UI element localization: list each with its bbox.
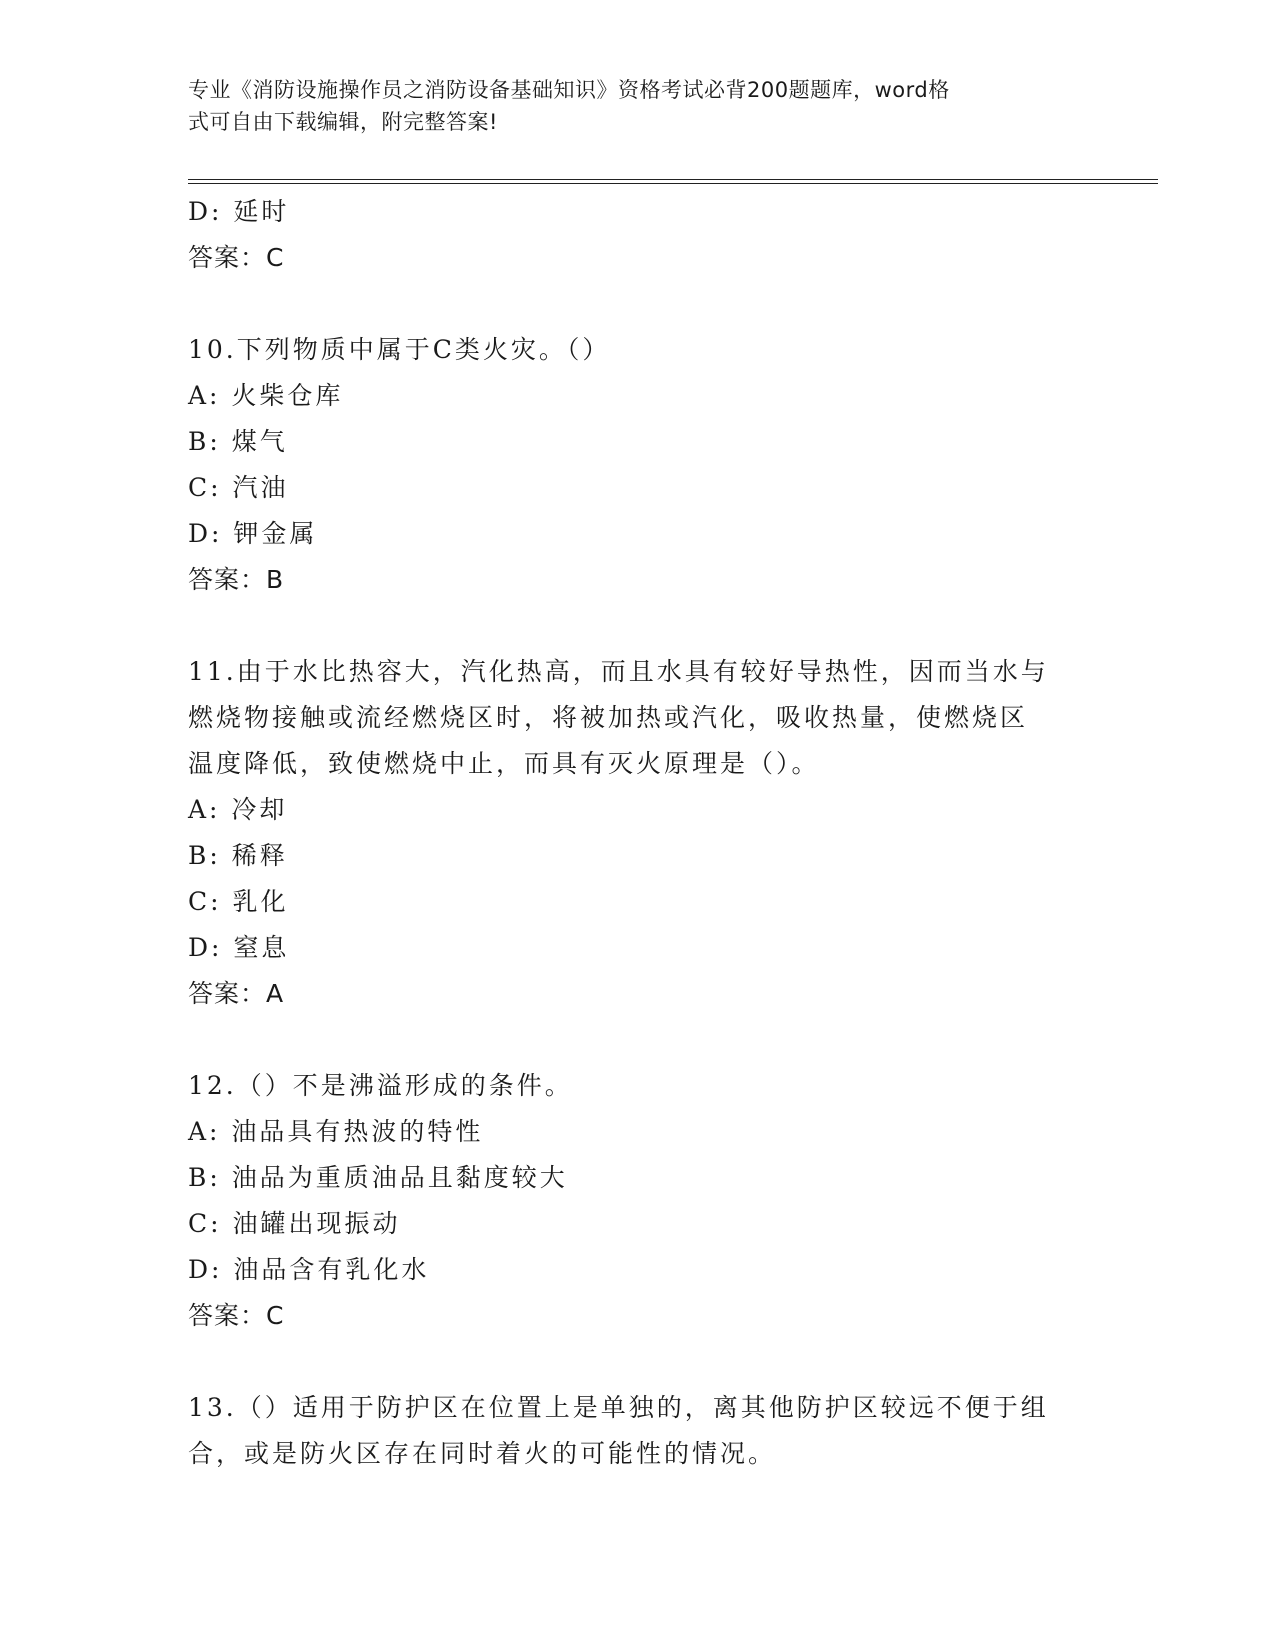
answer-line: 答案：C [188,243,285,272]
option-b: B: 煤气 [188,427,288,456]
spacer [188,1017,1088,1063]
question-12 [188,1063,1088,1339]
answer-line: 答案：A [188,979,285,1008]
question-stem-line-3: 温度降低，致使燃烧中止，而具有灭火原理是（）。 [188,749,820,778]
spacer [188,1339,1088,1385]
question-9-tail [188,189,1088,281]
question-stem-line-2: 燃烧物接触或流经燃烧区时，将被加热或汽化，吸收热量，使燃烧区 [188,703,1029,732]
question-stem-line-1: 11.由于水比热容大，汽化热高，而且水具有较好导热性，因而当水与 [188,657,1049,686]
option-c: C: 油罐出现振动 [188,1209,401,1238]
answer-line: 答案：C [188,1301,285,1330]
header-title-line-1: 专业《消防设施操作员之消防设备基础知识》资格考试必背200题题库，word格 [188,78,950,102]
option-a: A: 冷却 [188,795,288,824]
option-a: A: 油品具有热波的特性 [188,1117,484,1146]
document-header [188,74,1068,138]
question-stem-line-2: 合，或是防火区存在同时着火的可能性的情况。 [188,1439,777,1468]
question-stem: 10.下列物质中属于C类火灾。（） [188,335,611,364]
question-stem-line-1: 13.（）适用于防护区在位置上是单独的，离其他防护区较远不便于组 [188,1393,1049,1422]
option-c: C: 汽油 [188,473,289,502]
option-c: C: 乳化 [188,887,289,916]
header-title-line-2: 式可自由下载编辑，附完整答案! [188,110,498,134]
question-10 [188,327,1088,603]
header-divider-bottom [188,183,1158,184]
answer-line: 答案：B [188,565,285,594]
option-a: A: 火柴仓库 [188,381,344,410]
question-11 [188,649,1088,1017]
question-stem: 12.（）不是沸溢形成的条件。 [188,1071,573,1100]
option-d: D: 钾金属 [188,519,318,548]
option-b: B: 油品为重质油品且黏度较大 [188,1163,568,1192]
spacer [188,603,1088,649]
question-list [188,189,1088,1477]
option-d: D: 窒息 [188,933,290,962]
question-13 [188,1385,1088,1477]
option-d: D: 延时 [188,197,290,226]
spacer [188,281,1088,327]
option-b: B: 稀释 [188,841,288,870]
header-divider-top [188,179,1158,180]
option-d: D: 油品含有乳化水 [188,1255,430,1284]
